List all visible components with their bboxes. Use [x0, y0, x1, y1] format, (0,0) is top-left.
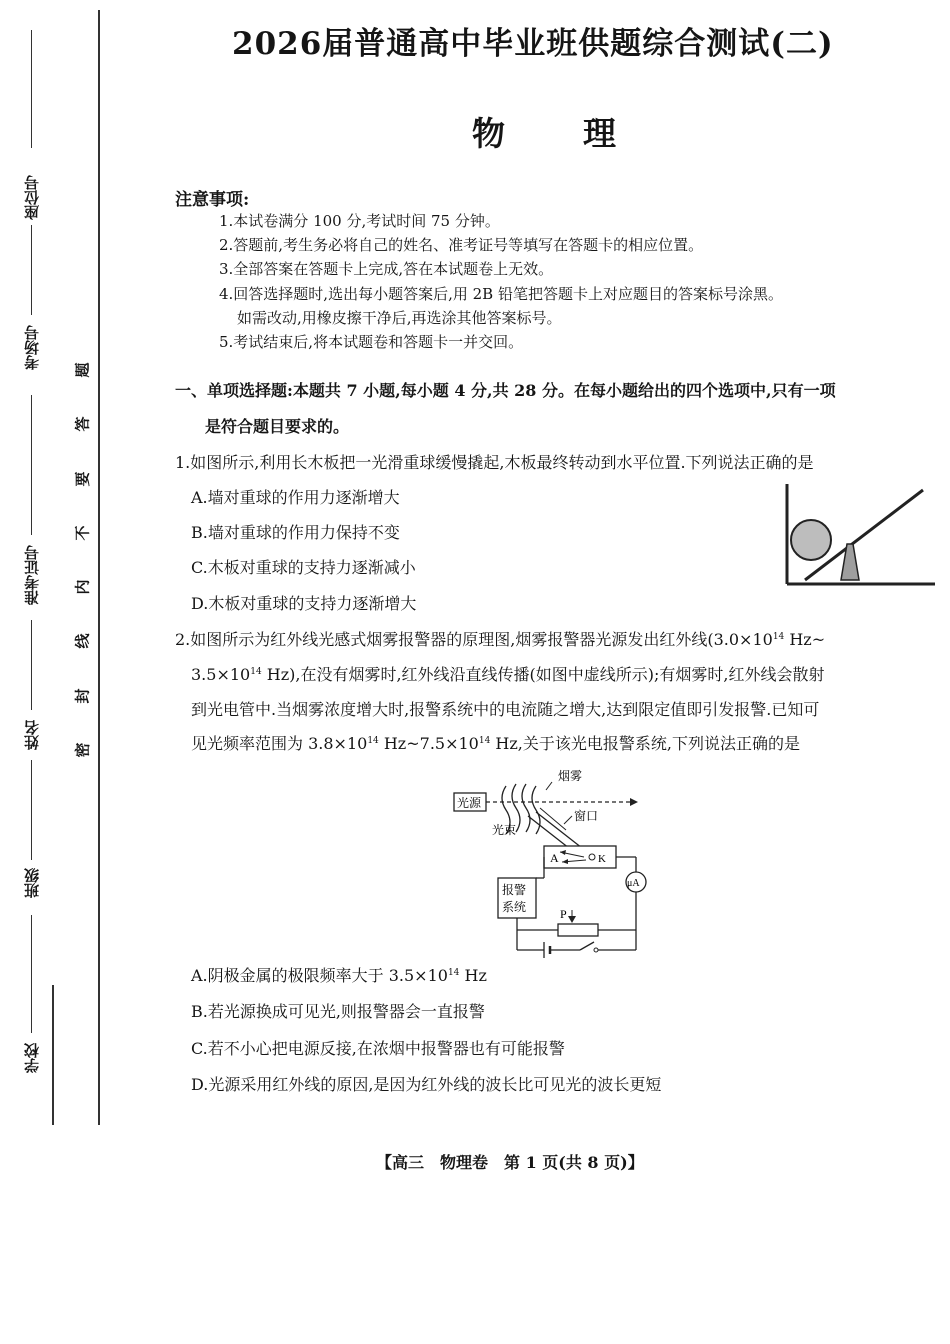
anode-label: A	[550, 851, 559, 865]
question-2-option-b[interactable]: B.若光源换成可见光,则报警器会一直报警	[191, 1002, 485, 1021]
seal-char: 内	[73, 579, 92, 595]
question-2-stem-line3: 到光电管中.当烟雾浓度增大时,报警系统中的电流随之增大,达到限定值即引发报警.已知可	[191, 700, 820, 719]
notice-item: 4.回答选择题时,选出每小题答案后,用 2B 铅笔把答题卡上对应题目的答案标号涂黑。	[219, 285, 783, 303]
seal-char: 密	[73, 742, 92, 758]
seat-field[interactable]	[22, 30, 42, 230]
smoke-label: 烟雾	[558, 769, 583, 783]
question-1-option-d[interactable]: D.木板对重球的支持力逐渐增大	[191, 594, 417, 613]
class-field[interactable]	[22, 760, 42, 910]
section-heading: 一、单项选择题:本题共 7 小题,每小题 4 分,共 28 分。在每小题给出的四个选项中,只有一项	[175, 381, 836, 400]
school-label: 学校	[23, 1043, 41, 1073]
notice-heading: 注意事项:	[175, 190, 250, 210]
notice-item: 如需改动,用橡皮擦干净后,再选涂其他答案标号。	[237, 309, 562, 327]
room-field[interactable]	[22, 225, 42, 385]
ticket-number-label: 准考证号	[23, 545, 41, 605]
seal-char: 封	[73, 688, 92, 704]
light-source-label: 光源	[457, 796, 482, 810]
notice-item: 3.全部答案在答题卡上完成,答在本试题卷上无效。	[219, 260, 554, 278]
question-1-option-b[interactable]: B.墙对重球的作用力保持不变	[191, 523, 400, 542]
question-2-stem-line1: 2.如图所示为红外线光感式烟雾报警器的原理图,烟雾报警器光源发出红外线($3.0\times 10^{14}$ Hz~	[175, 630, 826, 649]
question-2-option-d[interactable]: D.光源采用红外线的原因,是因为红外线的波长比可见光的波长更短	[191, 1075, 662, 1094]
name-label: 姓名	[23, 720, 41, 750]
alarm-system-label-2: 系统	[502, 900, 527, 914]
question-1-option-a[interactable]: A.墙对重球的作用力逐渐增大	[191, 488, 400, 507]
question-2-stem-line2: $3.5\times 10^{14}$ Hz),在没有烟雾时,红外线沿直线传播(如图中虚线所示);有烟雾时,红外线会散射	[191, 665, 825, 684]
seal-char: 不	[73, 525, 92, 541]
room-label: 考场号	[23, 325, 41, 370]
page-footer: 【高三 物理卷 第 1 页(共 8 页)】	[376, 1153, 644, 1172]
notice-item: 5.考试结束后,将本试题卷和答题卡一并交回。	[219, 333, 524, 351]
school-field[interactable]	[22, 915, 42, 1085]
question-1-option-c[interactable]: C.木板对重球的支持力逐渐减小	[191, 558, 416, 577]
binding-line-inner	[98, 10, 100, 1125]
rheostat-label: P	[560, 907, 567, 921]
seal-char: 答	[73, 416, 92, 432]
seal-char: 要	[73, 471, 92, 487]
subject-title: 物理	[472, 114, 694, 153]
window-label: 窗口	[574, 809, 599, 823]
alarm-system-label-1: 报警	[502, 883, 527, 897]
question-1-stem: 1.如图所示,利用长木板把一光滑重球缓慢撬起,木板最终转动到水平位置.下列说法正确的是	[175, 453, 814, 472]
name-field[interactable]	[22, 620, 42, 760]
seal-char: 题	[73, 362, 92, 378]
class-label: 班级	[23, 868, 41, 898]
seal-char: 线	[73, 633, 92, 649]
ticket-number-field[interactable]	[22, 395, 42, 635]
question-2-option-a[interactable]: A.阴极金属的极限频率大于 $3.5\times 10^{14}$ Hz	[191, 966, 487, 985]
microammeter-label: μA	[627, 878, 640, 889]
question-2-stem-line4: 见光频率范围为 $3.8\times 10^{14}$ $Hz\sim 7.5\times 10^{14}$ Hz,关于该光电报警系统,下列说法正确的是	[191, 734, 800, 753]
seat-label: 座位号	[23, 175, 41, 220]
notice-item: 2.答题前,考生务必将自己的姓名、准考证号等填写在答题卡的相应位置。	[219, 236, 704, 254]
binding-line-left	[52, 985, 54, 1125]
question-2-option-c[interactable]: C.若不小心把电源反接,在浓烟中报警器也有可能报警	[191, 1039, 565, 1058]
exam-title: 2026届普通高中毕业班供题综合测试(二)	[232, 26, 834, 62]
smoke-alarm-circuit-figure	[440, 760, 670, 960]
notice-item: 1.本试卷满分 100 分,考试时间 75 分钟。	[219, 212, 500, 230]
seal-line-notice	[72, 360, 94, 760]
beam-label: 光束	[492, 823, 517, 837]
cathode-label: K	[598, 853, 606, 865]
section-heading-cont: 是符合题目要求的。	[205, 417, 350, 436]
lever-ball-figure	[783, 482, 938, 590]
